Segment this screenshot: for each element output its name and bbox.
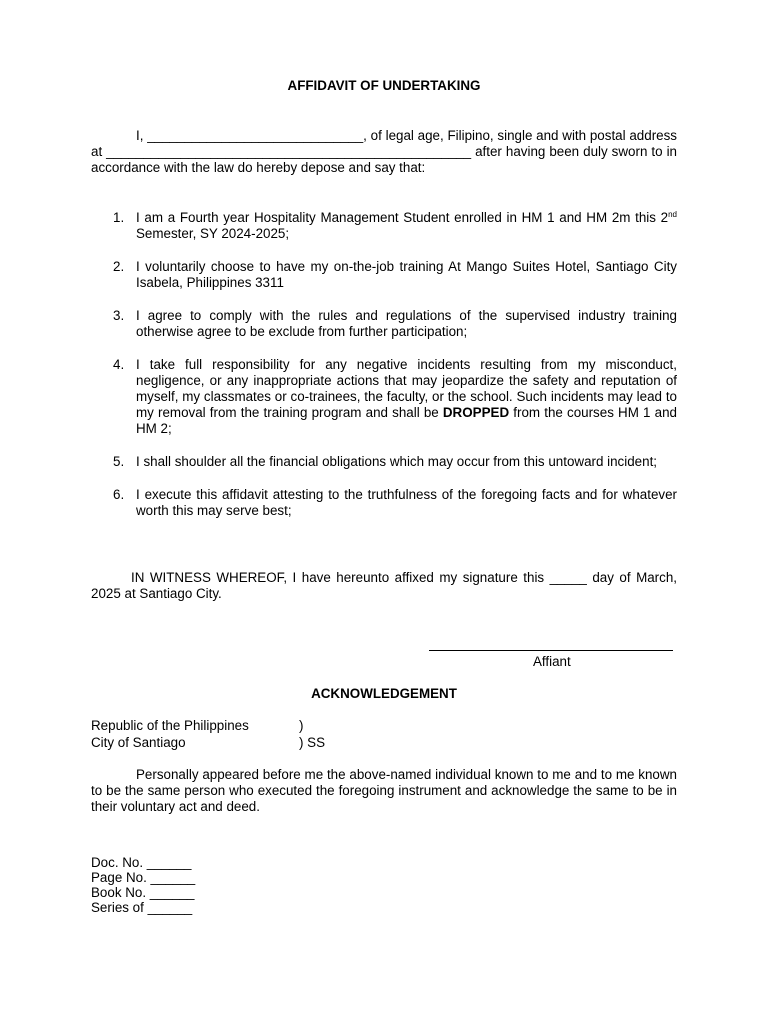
intro-paragraph: I, _____________________________, of legal age, Filipino, single and with postal address at _________________________________________________ after having been duly sworn to in accordance with the law do hereby depose and say that: xyxy=(91,128,677,175)
book-no: Book No. ______ xyxy=(91,885,195,900)
doc-no: Doc. No. ______ xyxy=(91,855,192,870)
venue-row xyxy=(91,735,391,752)
item-text: I am a Fourth year Hospitality Management Student enrolled in HM 1 and HM 2m this 2 xyxy=(136,210,669,225)
list-item xyxy=(91,210,677,242)
undertaking-list xyxy=(91,210,677,536)
venue-row xyxy=(91,718,391,735)
witness-paragraph: IN WITNESS WHEREOF, I have hereunto affixed my signature this _____ day of March, 2025 at Santiago City. xyxy=(91,570,677,601)
venue-block xyxy=(91,718,391,752)
list-item xyxy=(91,357,677,437)
item-superscript: nd xyxy=(668,210,677,219)
acknowledgement-paragraph: Personally appeared before me the above-named individual known to me and to me known to be the same person who executed the foregoing instrument and acknowledge the same to be in their voluntary act and deed. xyxy=(91,767,677,814)
document-title: AFFIDAVIT OF UNDERTAKING xyxy=(287,78,481,93)
item-bold-text: DROPPED xyxy=(442,405,510,420)
item-number: 3. xyxy=(113,308,125,323)
venue-bracket: ) xyxy=(299,718,304,733)
page-no: Page No. ______ xyxy=(91,870,196,885)
item-number: 4. xyxy=(113,357,125,372)
item-number: 2. xyxy=(113,259,125,274)
item-number: 6. xyxy=(113,487,125,502)
venue-bracket: ) SS xyxy=(299,735,326,750)
venue-label: City of Santiago xyxy=(91,735,186,750)
item-text: I agree to comply with the rules and regulations of the supervised industry training otherwise agree to be exclude from further participation; xyxy=(136,308,677,339)
item-text: I execute this affidavit attesting to the truthfulness of the foregoing facts and for whatever worth this may serve best; xyxy=(136,487,677,518)
series-of: Series of ______ xyxy=(91,900,193,915)
notarial-records xyxy=(91,855,195,915)
item-text: I voluntarily choose to have my on-the-job training At Mango Suites Hotel, Santiago City Isabela, Philippines 3311 xyxy=(136,259,677,290)
item-text-cont: from the courses HM 1 and HM 2; xyxy=(136,405,677,436)
item-text-cont: Semester, SY 2024-2025; xyxy=(136,226,290,241)
list-item xyxy=(91,487,677,519)
signature-line xyxy=(429,636,673,651)
list-item xyxy=(91,259,677,291)
venue-label: Republic of the Philippines xyxy=(91,718,249,733)
item-number: 5. xyxy=(113,454,125,469)
item-text: I take full responsibility for any negative incidents resulting from my misconduct, negligence, or any inappropriate actions that may jeopardize the safety and reputation of myself, my classmates or co-trainees, the faculty, or the school. Such incidents may lead to my removal from the training program and shall be xyxy=(136,357,677,420)
acknowledgement-title: ACKNOWLEDGEMENT xyxy=(311,686,457,701)
list-item xyxy=(91,454,677,470)
affiant-label: Affiant xyxy=(533,654,571,669)
list-item xyxy=(91,308,677,340)
item-number: 1. xyxy=(113,210,125,225)
item-text: I shall shoulder all the financial obligations which may occur from this untoward incident; xyxy=(136,454,658,469)
